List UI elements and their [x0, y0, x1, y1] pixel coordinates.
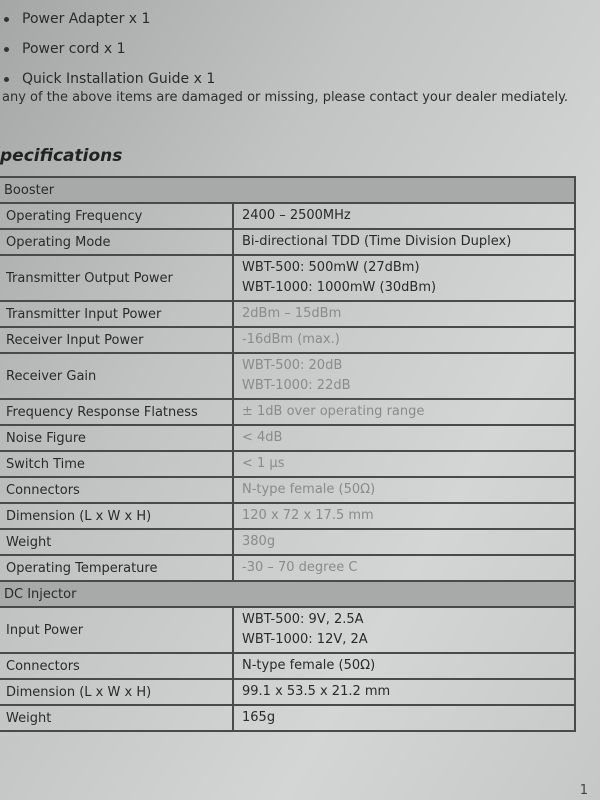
- spec-value-line: 380g: [242, 534, 276, 549]
- bullet-icon: [4, 17, 9, 22]
- spec-label: Receiver Input Power: [0, 327, 233, 353]
- table-row: [0, 255, 575, 301]
- table-row: [0, 477, 575, 503]
- spec-label: Connectors: [0, 477, 233, 503]
- spec-label: Dimension (L x W x H): [0, 503, 233, 529]
- list-item: Power cord x 1: [4, 34, 594, 64]
- spec-value-line: WBT-500: 9V, 2.5A: [242, 612, 364, 627]
- spec-value-line: 165g: [242, 710, 276, 725]
- spec-value: [233, 203, 575, 229]
- spec-label: Transmitter Output Power: [0, 255, 233, 301]
- table-row: [0, 679, 575, 705]
- bullet-icon: [4, 47, 9, 52]
- spec-label: Weight: [0, 705, 233, 731]
- table-row: [0, 327, 575, 353]
- spec-value: [233, 529, 575, 555]
- spec-value: [233, 425, 575, 451]
- spec-value: [233, 477, 575, 503]
- table-row: [0, 607, 575, 653]
- spec-label: Weight: [0, 529, 233, 555]
- section-header-row: [0, 581, 575, 607]
- spec-value: [233, 255, 575, 301]
- spec-value: [233, 679, 575, 705]
- table-row: [0, 503, 575, 529]
- spec-value: [233, 353, 575, 399]
- spec-value: [233, 503, 575, 529]
- table-row: [0, 203, 575, 229]
- bullet-icon: [4, 77, 9, 82]
- table-row: [0, 705, 575, 731]
- table-row: [0, 555, 575, 581]
- table-row: [0, 451, 575, 477]
- spec-value-line: < 1 µs: [242, 456, 285, 471]
- spec-label: Receiver Gain: [0, 353, 233, 399]
- table-row: [0, 353, 575, 399]
- section-header-row: [0, 177, 575, 203]
- spec-value: [233, 327, 575, 353]
- table-row: [0, 653, 575, 679]
- spec-value: [233, 607, 575, 653]
- spec-value-line: 2dBm – 15dBm: [242, 306, 342, 321]
- spec-label: Switch Time: [0, 451, 233, 477]
- spec-value: [233, 555, 575, 581]
- table-row: [0, 529, 575, 555]
- spec-value-line: 99.1 x 53.5 x 21.2 mm: [242, 684, 391, 699]
- table-row: [0, 399, 575, 425]
- spec-label: Frequency Response Flatness: [0, 399, 233, 425]
- spec-label: Operating Mode: [0, 229, 233, 255]
- spec-value: [233, 399, 575, 425]
- section-header: DC Injector: [0, 581, 575, 607]
- spec-label: Input Power: [0, 607, 233, 653]
- section-header: Booster: [0, 177, 575, 203]
- table-row: [0, 229, 575, 255]
- damage-note: any of the above items are damaged or missing, please contact your dealer mediately.: [2, 90, 569, 105]
- section-heading: pecifications: [0, 146, 123, 166]
- spec-value-line: WBT-1000: 22dB: [242, 378, 351, 393]
- spec-label: Connectors: [0, 653, 233, 679]
- spec-value-line: Bi-directional TDD (Time Division Duplex): [242, 234, 512, 249]
- list-item: Power Adapter x 1: [4, 4, 594, 34]
- spec-value-line: < 4dB: [242, 430, 283, 445]
- spec-value-line: ± 1dB over operating range: [242, 404, 425, 419]
- spec-value: [233, 301, 575, 327]
- spec-value-line: N-type female (50Ω): [242, 482, 376, 497]
- spec-value-line: WBT-500: 500mW (27dBm): [242, 260, 420, 275]
- spec-value: [233, 653, 575, 679]
- spec-label: Noise Figure: [0, 425, 233, 451]
- page-number: 1: [579, 783, 588, 798]
- spec-value-line: WBT-500: 20dB: [242, 358, 343, 373]
- package-contents-list: [4, 4, 594, 94]
- spec-label: Operating Temperature: [0, 555, 233, 581]
- spec-value: [233, 705, 575, 731]
- spec-value-line: N-type female (50Ω): [242, 658, 376, 673]
- spec-label: Operating Frequency: [0, 203, 233, 229]
- table-row: [0, 301, 575, 327]
- table-row: [0, 425, 575, 451]
- spec-value: [233, 451, 575, 477]
- spec-value-line: 2400 – 2500MHz: [242, 208, 351, 223]
- spec-value-line: -16dBm (max.): [242, 332, 340, 347]
- spec-table: [0, 176, 576, 732]
- spec-label: Dimension (L x W x H): [0, 679, 233, 705]
- spec-label: Transmitter Input Power: [0, 301, 233, 327]
- spec-value: [233, 229, 575, 255]
- spec-value-line: WBT-1000: 12V, 2A: [242, 632, 368, 647]
- spec-value-line: -30 – 70 degree C: [242, 560, 358, 575]
- spec-value-line: 120 x 72 x 17.5 mm: [242, 508, 374, 523]
- spec-value-line: WBT-1000: 1000mW (30dBm): [242, 280, 437, 295]
- list-item: Quick Installation Guide x 1: [4, 64, 594, 94]
